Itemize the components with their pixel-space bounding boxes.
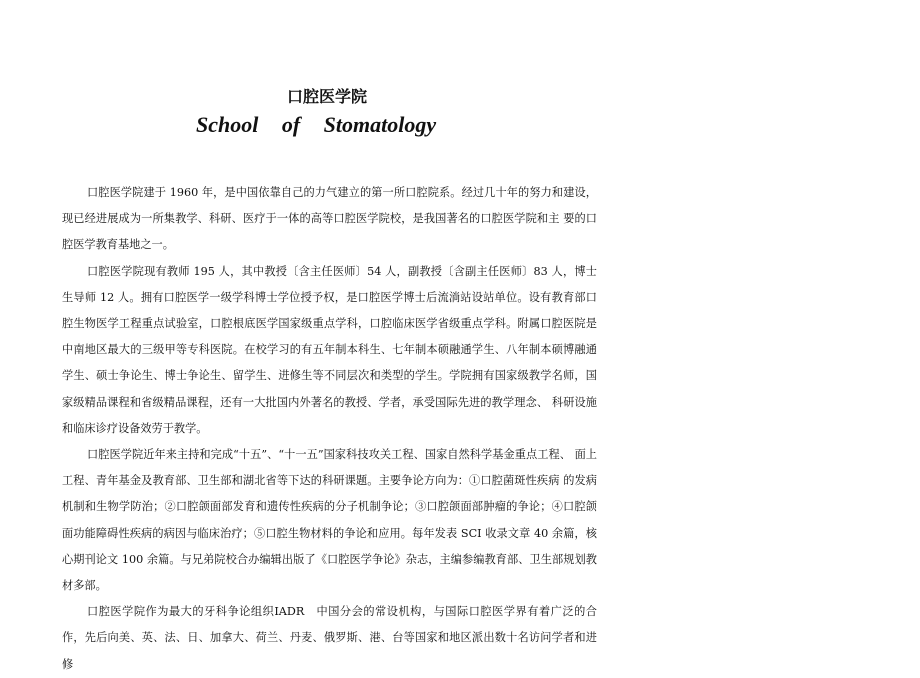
document-body — [62, 180, 597, 678]
page-title-english: School of Stomatology — [196, 112, 437, 137]
page-title-chinese: 口腔医学院 — [287, 87, 368, 106]
paragraph-founding: 口腔医学院建于 1960 年，是中国依靠自己的力气建立的第一所口腔院系。经过几十年的努力和建设，现已经进展成为一所集教学、科研、医疗于一体的高等口腔医学院校，是我国著名的口腔医学院和主 要的口腔医学教育基地之一。 — [62, 186, 597, 252]
paragraph-international: 口腔医学院作为最大的牙科争论组织IADR 中国分会的常设机构，与国际口腔医学界有着广泛的合作，先后向美、英、法、日、加拿大、荷兰、丹麦、俄罗斯、港、台等国家和地区派出数十名访问学者和进修 — [62, 605, 597, 671]
paragraph-research: 口腔医学院近年来主持和完成“十五”、“十一五”国家科技攻关工程、国家自然科学基金重点工程、 面上工程、青年基金及教育部、卫生部和湖北省等下达的科研课题。主要争论方向为：①口腔菌斑性疾病 的发病机制和生物学防治；②口腔颌面部发育和遗传性疾病的分子机制争论；③口腔颌面部肿瘤的争论；④口腔颌面功能障碍性疾病的病因与临床治疗；⑤口腔生物材料的争论和应用。每年发表 SCI 收录文章 40 余篇，核心期刊论文 100 余篇。与兄弟院校合办编辑出版了《口腔医学争论》杂志，主编参编教育部、卫生部规划教材多部。 — [62, 448, 597, 593]
paragraph-faculty: 口腔医学院现有教师 195 人，其中教授〔含主任医师〕54 人，副教授〔含副主任医师〕83 人，博士生导师 12 人。拥有口腔医学一级学科博士学位授予权，是口腔医学博士后流淌站设站单位。设有教育部口腔生物医学工程重点试验室，口腔根底医学国家级重点学科，口腔临床医学省级重点学科。附属口腔医院是中南地区最大的三级甲等专科医院。在校学习的有五年制本科生、七年制本硕融通学生、八年制本硕博融通学生、硕士争论生、博士争论生、留学生、进修生等不同层次和类型的学生。学院拥有国家级教学名师，国家级精品课程和省级精品课程，还有一大批国内外著名的教授、学者，承受国际先进的教学理念、 科研设施和临床诊疗设备效劳于教学。 — [62, 264, 597, 435]
